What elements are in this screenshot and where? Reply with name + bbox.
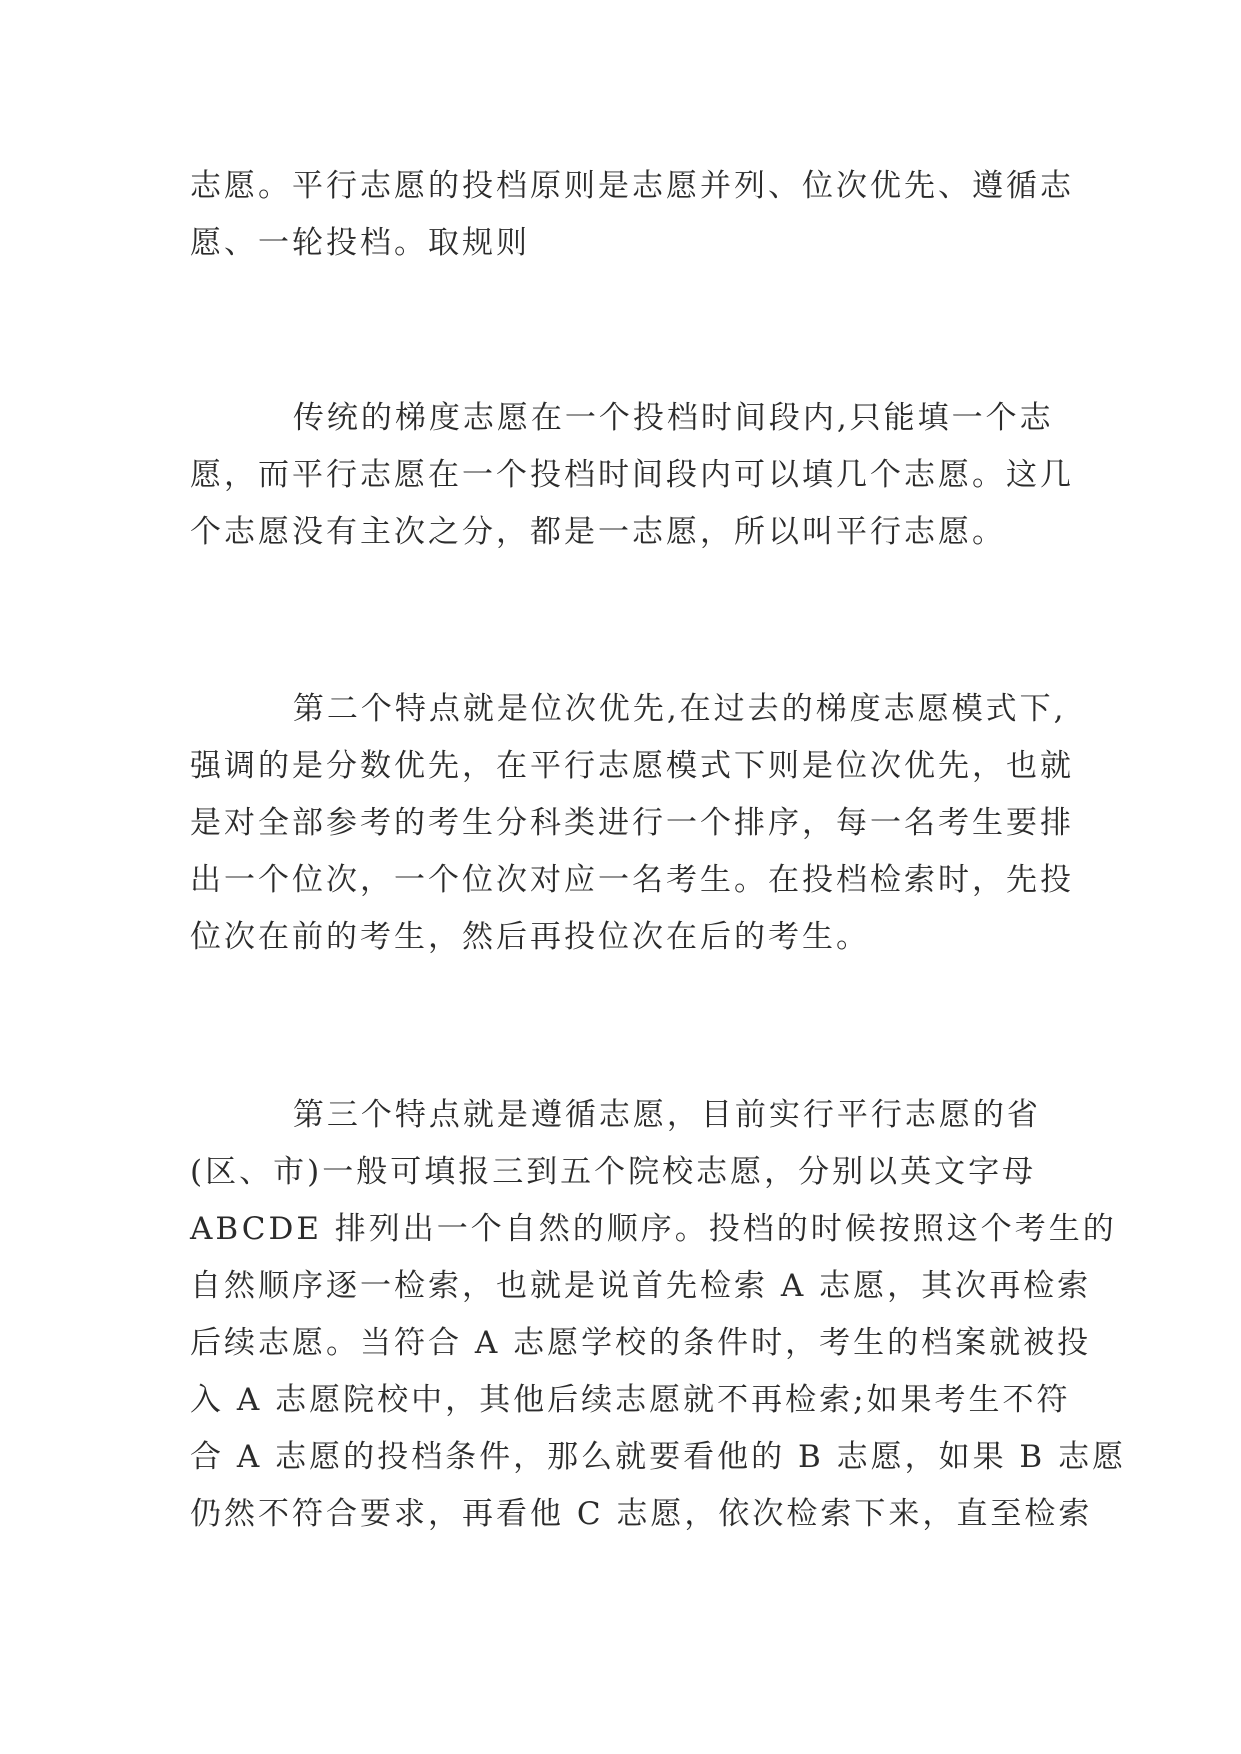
text-line: ABCDE 排列出一个自然的顺序。投档的时候按照这个考生的	[190, 1211, 1117, 1247]
text-line: 出一个位次，一个位次对应一名考生。在投档检索时，先投	[190, 862, 1074, 898]
text-line: 仍然不符合要求，再看他 C 志愿，依次检索下来，直至检索	[190, 1496, 1093, 1532]
text-line: 位次在前的考生，然后再投位次在后的考生。	[190, 919, 870, 955]
text-line: 自然顺序逐一检索，也就是说首先检索 A 志愿，其次再检索	[190, 1268, 1092, 1304]
text-line: 合 A 志愿的投档条件，那么就要看他的 B 志愿，如果 B 志愿	[190, 1439, 1127, 1475]
text-line: 入 A 志愿院校中，其他后续志愿就不再检索;如果考生不符	[190, 1382, 1071, 1418]
paragraph-3	[190, 681, 1074, 966]
text-line: 是对全部参考的考生分科类进行一个排序，每一名考生要排	[190, 805, 1074, 841]
text-line: 个志愿没有主次之分，都是一志愿，所以叫平行志愿。	[190, 514, 1006, 550]
text-line: 第二个特点就是位次优先,在过去的梯度志愿模式下,	[190, 691, 1067, 727]
text-line: 后续志愿。当符合 A 志愿学校的条件时，考生的档案就被投	[190, 1325, 1092, 1361]
text-line: (区、市)一般可填报三到五个院校志愿，分别以英文字母	[190, 1154, 1037, 1190]
text-line: 愿，而平行志愿在一个投档时间段内可以填几个志愿。这几	[190, 457, 1074, 493]
paragraph-2	[190, 390, 1074, 561]
text-line: 愿、一轮投档。取规则	[190, 225, 530, 261]
paragraph-1	[190, 158, 1074, 272]
text-line: 第三个特点就是遵循志愿，目前实行平行志愿的省	[190, 1097, 1041, 1133]
text-line: 传统的梯度志愿在一个投档时间段内,只能填一个志	[190, 400, 1054, 436]
paragraph-4	[190, 1087, 1127, 1543]
text-line: 强调的是分数优先，在平行志愿模式下则是位次优先，也就	[190, 748, 1074, 784]
text-line: 志愿。平行志愿的投档原则是志愿并列、位次优先、遵循志	[190, 168, 1074, 204]
